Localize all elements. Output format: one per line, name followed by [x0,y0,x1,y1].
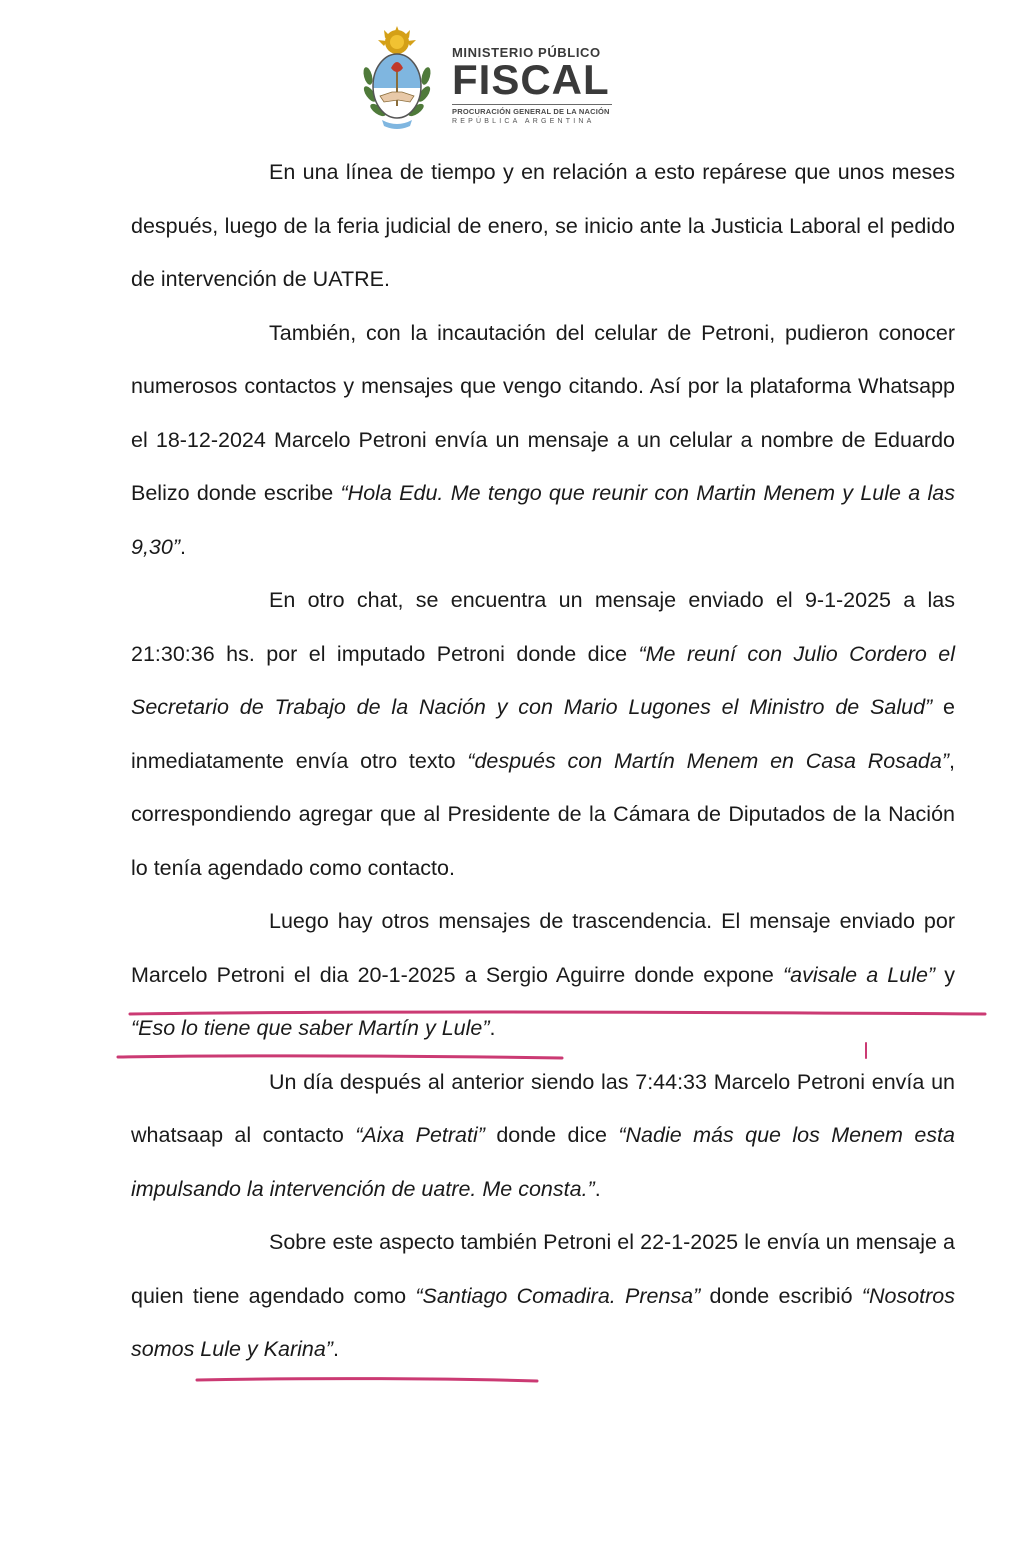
paragraph-text: . [489,1016,496,1040]
quote-text: “Nosotros somos Lule y Karina” [131,1283,955,1361]
paragraph-text: y [935,962,955,987]
paragraph-4 [131,895,955,1056]
paragraph-text: , correspondiendo agregar que al Presidente de la Cámara de Diputados de la Nación lo tenía agendado como contacto. [131,748,955,880]
org-country: REPÚBLICA ARGENTINA [452,118,595,125]
paragraph-text: donde dice [484,1123,619,1147]
paragraph-1 [131,146,955,307]
quote-text: “Santiago Comadira. Prensa” [415,1283,701,1308]
paragraph-5 [131,1056,955,1217]
quote-text: “Aixa Petrati” [355,1123,485,1147]
paragraph-text: donde escribió [700,1283,862,1308]
paragraph-3 [131,574,955,895]
org-subtitle: PROCURACIÓN GENERAL DE LA NACIÓN [452,107,610,116]
paragraph-text: También, con la incautación del celular de Petroni, pudieron conocer numerosos contactos y mensajes que vengo citando. Así por la plataforma Whatsapp el 18-12-2024 Marcelo Petroni envía un mensaje a un celular a nombre de Eduardo Belizo donde escribe [131,320,955,505]
paragraph-text: . [594,1176,601,1201]
underline-mark [197,1379,537,1381]
quote-text: “Eso lo tiene que saber Martín y Lule” [131,1016,490,1040]
quote-text: “Me reuní con Julio Cordero el Secretario de Trabajo de la Nación y con Mario Lugones el Ministro de Salud” [131,641,955,719]
org-main-title: FISCAL [452,56,610,103]
paragraph-6 [131,1216,955,1377]
document-body [131,146,955,1377]
paragraph-text: Luego hay otros mensajes de trascendencia. El mensaje enviado por Marcelo Petroni el dia 20-1-2025 a Sergio Aguirre donde expone [131,909,955,987]
org-top-line: MINISTERIO PÚBLICO [452,45,601,60]
quote-text: “Nadie más que los Menem esta impulsando la intervención de uatre. Me consta.” [131,1123,955,1201]
paragraph-text: En una línea de tiempo y en relación a esto repárese que unos meses después, luego de la feria judicial de enero, se inicio ante la Justicia Laboral el pedido de intervención de UATRE. [131,160,955,291]
org-divider [452,104,612,105]
institution-name [452,46,632,127]
paragraph-text: e inmediatamente envía otro texto [131,695,955,773]
paragraph-text: Sobre este aspecto también Petroni el 22-1-2025 le envía un mensaje a quien tiene agendado como [131,1230,955,1308]
quote-text: “después con Martín Menem en Casa Rosada” [467,748,949,773]
paragraph-2 [131,307,955,575]
paragraph-text: . [332,1337,339,1361]
argentina-coat-of-arms-icon [360,26,434,134]
paragraph-text: Un día después al anterior siendo las 7:44:33 Marcelo Petroni envía un whatsaap al contacto [131,1069,955,1147]
paragraph-text: En otro chat, se encuentra un mensaje enviado el 9-1-2025 a las 21:30:36 hs. por el imputado Petroni donde dice [131,588,955,666]
quote-text: “Hola Edu. Me tengo que reunir con Martin Menem y Lule a las 9,30” [131,481,955,559]
paragraph-text: . [180,534,186,559]
letterhead [360,26,630,134]
quote-text: “avisale a Lule” [782,962,936,987]
